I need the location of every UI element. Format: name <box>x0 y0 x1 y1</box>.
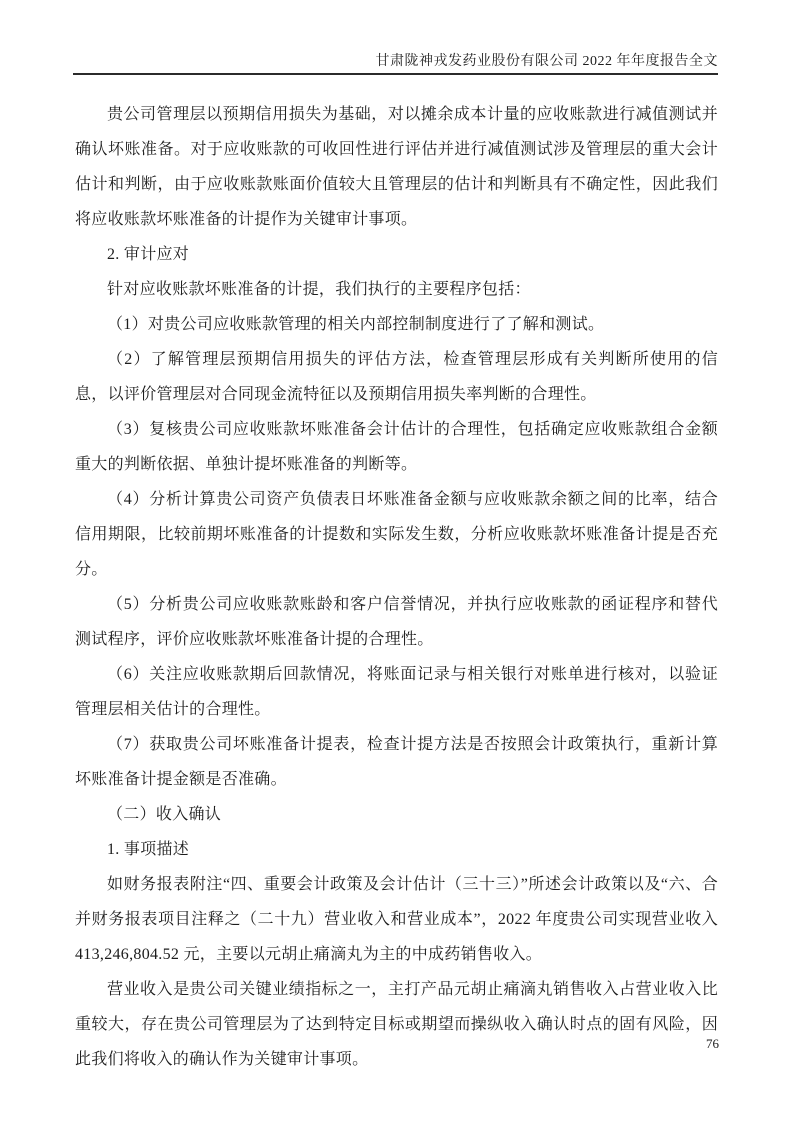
procedure-item-5: （5）分析贵公司应收账款账龄和客户信誉情况，并执行应收账款的函证程序和替代测试程序，评价应收账款坏账准备计提的合理性。 <box>75 596 718 648</box>
revenue-recognition-heading: （二）收入确认 <box>107 806 222 823</box>
revenue-description-paragraph: 如财务报表附注“四、重要会计政策及会计估计（三十三）”所述会计政策以及“六、合并财务报表项目注释之（二十九）营业收入和营业成本”，2022 年度贵公司实现营业收入 413,246,804.52 元，主要以元胡止痛滴丸为主的中成药销售收入。 <box>75 876 718 963</box>
procedure-item-1: （1）对贵公司应收账款管理的相关内部控制制度进行了了解和测试。 <box>107 316 605 333</box>
document-body <box>75 97 718 1077</box>
audit-response-heading: 2. 审计应对 <box>107 246 190 263</box>
audit-procedures-intro: 针对应收账款坏账准备的计提，我们执行的主要程序包括： <box>107 281 531 298</box>
procedure-item-2: （2）了解管理层预期信用损失的评估方法，检查管理层形成有关判断所使用的信息，以评价管理层对合同现金流特征以及预期信用损失率判断的合理性。 <box>75 351 718 403</box>
procedure-item-6: （6）关注应收账款期后回款情况，将账面记录与相关银行对账单进行核对，以验证管理层相关估计的合理性。 <box>75 666 718 718</box>
matter-description-heading: 1. 事项描述 <box>107 841 190 858</box>
page-header <box>73 0 718 75</box>
header-title: 甘肃陇神戎发药业股份有限公司 2022 年年度报告全文 <box>375 54 718 69</box>
page-footer <box>706 1036 719 1052</box>
procedure-item-4: （4）分析计算贵公司资产负债表日坏账准备金额与应收账款余额之间的比率，结合信用期限，比较前期坏账准备的计提数和实际发生数，分析应收账款坏账准备计提是否充分。 <box>75 491 718 578</box>
procedure-item-7: （7）获取贵公司坏账准备计提表，检查计提方法是否按照会计政策执行，重新计算坏账准备计提金额是否准确。 <box>75 736 718 788</box>
procedure-item-3: （3）复核贵公司应收账款坏账准备会计估计的合理性，包括确定应收账款组合金额重大的判断依据、单独计提坏账准备的判断等。 <box>75 421 718 473</box>
page-number: 76 <box>706 1036 719 1051</box>
revenue-key-audit-matter-paragraph: 营业收入是贵公司关键业绩指标之一，主打产品元胡止痛滴丸销售收入占营业收入比重较大，存在贵公司管理层为了达到特定目标或期望而操纵收入确认时点的固有风险，因此我们将收入的确认作为关键审计事项。 <box>75 981 718 1068</box>
bad-debt-key-audit-matter-paragraph: 贵公司管理层以预期信用损失为基础，对以摊余成本计量的应收账款进行减值测试并确认坏账准备。对于应收账款的可收回性进行评估并进行减值测试涉及管理层的重大会计估计和判断，由于应收账款账面价值较大且管理层的估计和判断具有不确定性，因此我们将应收账款坏账准备的计提作为关键审计事项。 <box>75 106 718 228</box>
